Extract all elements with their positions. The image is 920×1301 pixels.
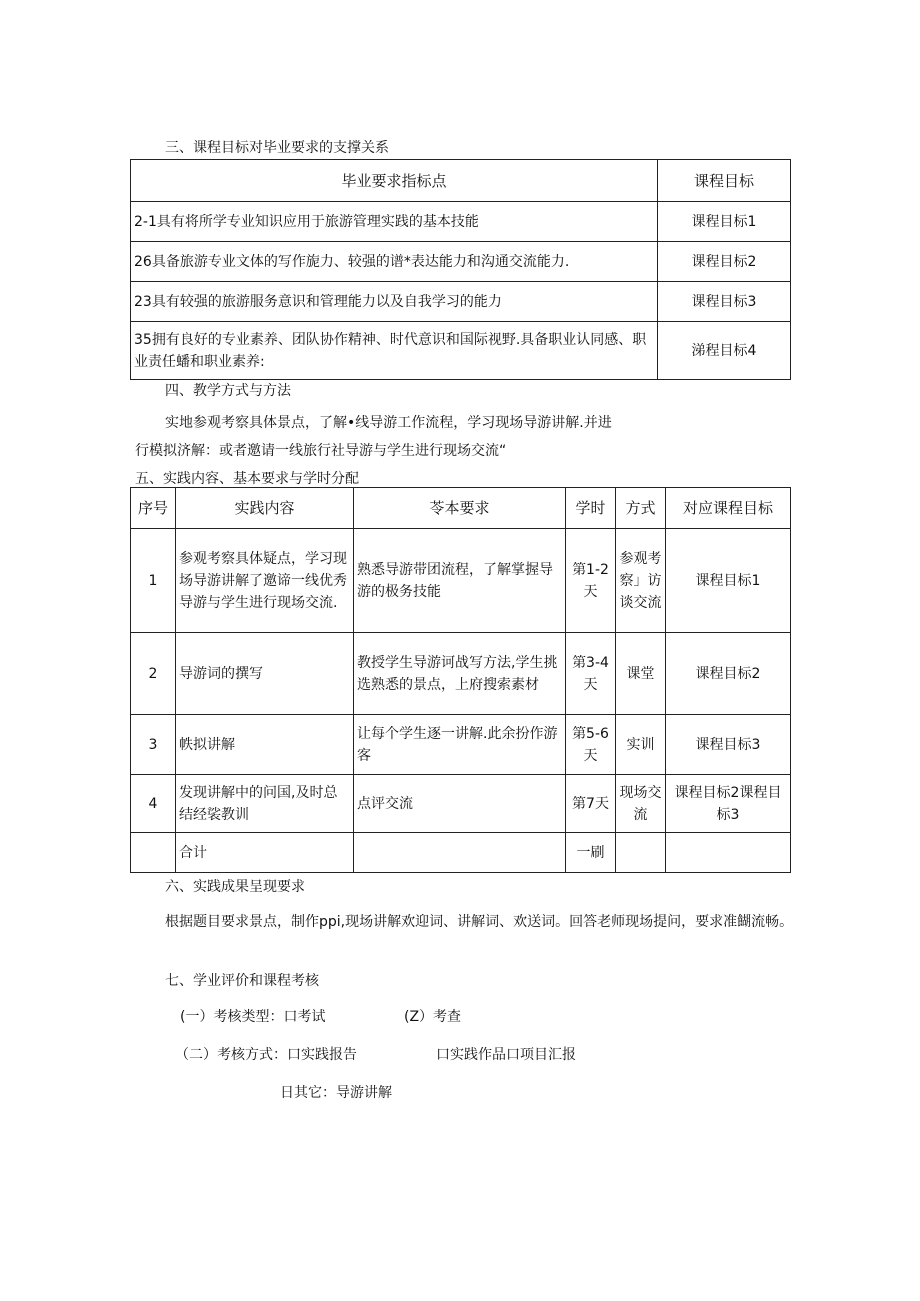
row-no: [131, 833, 176, 873]
practice-table: [130, 487, 791, 873]
table-row: [131, 322, 791, 380]
requirement-cell: 26具备旅游专业文体的写作旎力、较强的谱*表达能力和沟通交流能力.: [131, 242, 658, 282]
goal-cell: 课程目标2: [658, 242, 791, 282]
section4-line2: 行模拟济解：或者邀请一线旅行社导游与学生进行现场交流“: [135, 443, 507, 459]
section4-heading: 四、教学方式与方法: [165, 383, 291, 399]
header-hours: 学时: [566, 488, 616, 529]
row-method: 实训: [616, 715, 666, 775]
table-row: [131, 715, 791, 775]
section4-line1: 实地参观考察具体景点，了解•线导游工作流程，学习现场导游讲解.并进: [165, 415, 612, 431]
requirement-cell: 23具有较强的旅游服务意识和管理能力以及自我学习的能力: [131, 282, 658, 322]
table-row: [131, 633, 791, 715]
assessment-type-option2: (Z）考查: [404, 1009, 462, 1025]
goal-cell: 涕程目标4: [658, 322, 791, 380]
header-no: 序号: [131, 488, 176, 529]
row-goal: 课程目标3: [666, 715, 791, 775]
header-goal: 对应课程目标: [666, 488, 791, 529]
row-content: 参观考察具体疑点，学习现场导游讲解了邀谛一线优秀导游与学生进行现场交流.: [176, 529, 354, 633]
row-requirement: 让每个学生逐一讲解.此余扮作游客: [354, 715, 566, 775]
row-goal: 课程目标2: [666, 633, 791, 715]
row-goal: 课程目标2课程目标3: [666, 775, 791, 833]
section6-body: 根据题目要求景点，制作ppi,现场讲解欢迎词、讲解词、欢送词。回答老师现场提问，要求准餬流畅。: [165, 914, 794, 930]
table-row: [131, 202, 791, 242]
table-row: [131, 775, 791, 833]
row-content: 发现讲解中的问国,及时总结经裟教训: [176, 775, 354, 833]
row-content: 帙拟讲解: [176, 715, 354, 775]
row-requirement: 熟悉导游带团流程，了解掌握导游的极务技能: [354, 529, 566, 633]
row-goal: 课程目标1: [666, 529, 791, 633]
header-requirement: 苓本要求: [354, 488, 566, 529]
row-method: 现场交流: [616, 775, 666, 833]
row-hours: 第5-6天: [566, 715, 616, 775]
requirement-cell: 35拥有良好的专业素养、团队协作精神、时代意识和国际视野.具备职业认同感、职业责任蟠和职业素养:: [131, 322, 658, 380]
section6-heading: 六、实践成果呈现要求: [165, 879, 305, 895]
row-no: 3: [131, 715, 176, 775]
section5-heading: 五、实践内容、基本要求与学时分配: [135, 471, 359, 487]
total-row: [131, 833, 791, 873]
table-row: [131, 282, 791, 322]
assessment-mode: （二）考核方式：口实践报告: [175, 1047, 357, 1063]
row-no: 1: [131, 529, 176, 633]
assessment-other: 日其它：导游讲解: [280, 1085, 392, 1101]
row-goal: [666, 833, 791, 873]
row-content: 导游词的撰写: [176, 633, 354, 715]
row-requirement: 点评交流: [354, 775, 566, 833]
row-method: 参观考察」访谈交流: [616, 529, 666, 633]
table-row: [131, 529, 791, 633]
goal-cell: 课程目标1: [658, 202, 791, 242]
row-requirement: [354, 833, 566, 873]
row-no: 4: [131, 775, 176, 833]
header-content: 实践内容: [176, 488, 354, 529]
row-hours: 第1-2天: [566, 529, 616, 633]
goal-cell: 课程目标3: [658, 282, 791, 322]
row-hours: 一刷: [566, 833, 616, 873]
table-row: [131, 242, 791, 282]
row-content: 合计: [176, 833, 354, 873]
goal-support-table: [130, 159, 791, 380]
row-requirement: 教授学生导游诃战写方法,学生挑选熟悉的景点，上府搜索素材: [354, 633, 566, 715]
header-requirement: 毕业要求指标点: [131, 160, 658, 202]
assessment-type: (一）考核类型：口考试: [180, 1009, 326, 1025]
row-hours: 第3-4天: [566, 633, 616, 715]
row-method: 课堂: [616, 633, 666, 715]
section3-heading: 三、课程目标对毕业要求的支撑关系: [165, 140, 389, 156]
row-hours: 第7天: [566, 775, 616, 833]
section7-heading: 七、学业评价和课程考核: [165, 973, 319, 989]
requirement-cell: 2-1具有将所学专业知识应用于旅游管理实践的基本技能: [131, 202, 658, 242]
row-no: 2: [131, 633, 176, 715]
row-method: [616, 833, 666, 873]
header-method: 方式: [616, 488, 666, 529]
header-goal: 课程目标: [658, 160, 791, 202]
assessment-mode-option2: 口实践作品口项目汇报: [436, 1047, 576, 1063]
